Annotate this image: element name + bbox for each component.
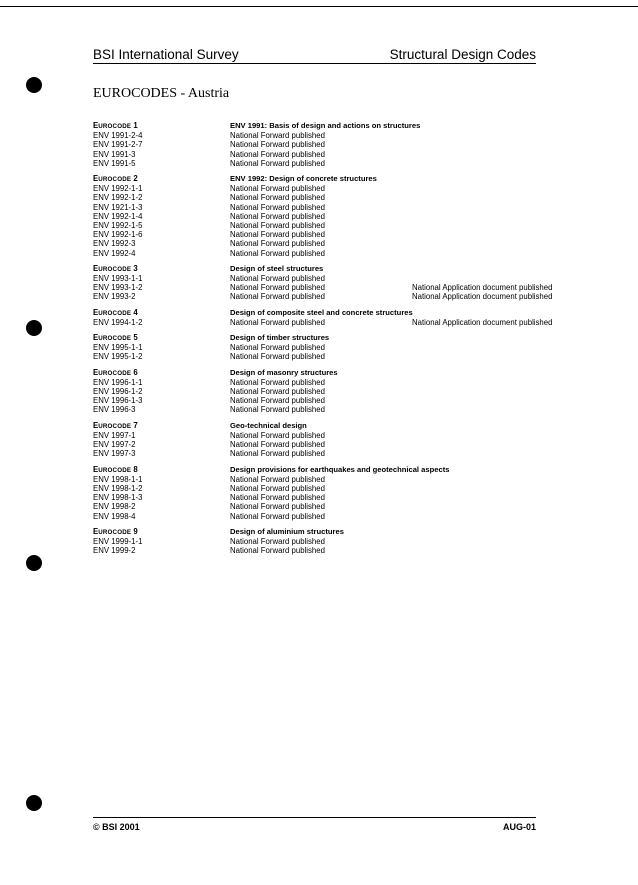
- standard-code: ENV 1998-1-1: [93, 474, 143, 484]
- standard-status: National Forward published: [230, 396, 325, 406]
- group-title-row: [93, 421, 573, 431]
- eurocode-group: [93, 174, 573, 258]
- standard-row: [93, 239, 573, 248]
- standard-row: [93, 184, 573, 193]
- eurocode-label: EUROCODE 5: [93, 333, 138, 343]
- standard-status: National Forward published: [230, 430, 325, 440]
- group-title-row: [93, 368, 573, 378]
- eurocode-label: EUROCODE 4: [93, 307, 138, 317]
- standard-status: National Forward published: [230, 493, 325, 503]
- standard-row: [93, 440, 573, 449]
- standard-status: National Forward published: [230, 193, 325, 203]
- eurocode-list: [93, 121, 573, 561]
- standard-row: [93, 449, 573, 458]
- standard-code: ENV 1921-1-3: [93, 202, 143, 212]
- eurocode-group: [93, 333, 573, 362]
- punch-hole-icon: [26, 77, 42, 93]
- standard-row: [93, 274, 573, 283]
- footer-date: AUG-01: [502, 822, 536, 832]
- page-footer: [93, 817, 536, 832]
- group-title-row: [93, 174, 573, 184]
- standard-code: ENV 1996-3: [93, 405, 136, 415]
- standard-code: ENV 1992-1-1: [93, 184, 143, 194]
- page-title: EUROCODES - Austria: [93, 86, 230, 101]
- standard-status: National Forward published: [230, 405, 325, 415]
- group-title-row: [93, 308, 573, 318]
- standard-row: [93, 378, 573, 387]
- eurocode-title: Geo-technical design: [230, 420, 307, 430]
- standard-row: [93, 546, 573, 555]
- eurocode-title: ENV 1992: Design of concrete structures: [230, 174, 377, 184]
- eurocode-title: Design of masonry structures: [230, 367, 338, 377]
- standard-row: [93, 343, 573, 352]
- standard-status: National Forward published: [230, 449, 325, 459]
- standard-row: [93, 475, 573, 484]
- nad-status: National Application document published: [412, 283, 553, 293]
- standard-status: National Forward published: [230, 343, 325, 353]
- standard-code: ENV 1998-1-2: [93, 483, 143, 493]
- standard-status: National Forward published: [230, 483, 325, 493]
- standard-row: [93, 140, 573, 149]
- standard-code: ENV 1993-1-1: [93, 274, 143, 284]
- standard-code: ENV 1992-4: [93, 248, 136, 258]
- punch-hole-icon: [26, 795, 42, 811]
- group-title-row: [93, 527, 573, 537]
- header-left: BSI International Survey: [93, 47, 239, 62]
- standard-row: [93, 396, 573, 405]
- standard-code: ENV 1998-1-3: [93, 493, 143, 503]
- standard-code: ENV 1996-1-3: [93, 396, 143, 406]
- footer-copyright: © BSI 2001: [93, 822, 140, 832]
- standard-row: [93, 352, 573, 361]
- top-rule: [0, 6, 638, 7]
- eurocode-group: [93, 308, 573, 327]
- standard-code: ENV 1998-2: [93, 502, 136, 512]
- group-title-row: [93, 465, 573, 475]
- standard-status: National Forward published: [230, 377, 325, 387]
- standard-status: National Forward published: [230, 274, 325, 284]
- standard-status: National Forward published: [230, 248, 325, 258]
- nad-status: National Application document published: [412, 317, 553, 327]
- standard-row: [93, 537, 573, 546]
- standard-row: [93, 203, 573, 212]
- standard-code: ENV 1998-4: [93, 511, 136, 521]
- standard-code: ENV 1997-1: [93, 430, 136, 440]
- standard-code: ENV 1999-2: [93, 546, 136, 556]
- eurocode-title: Design of timber structures: [230, 333, 330, 343]
- standard-status: National Forward published: [230, 140, 325, 150]
- eurocode-title: ENV 1991: Basis of design and actions on structures: [230, 121, 421, 130]
- standard-code: ENV 1992-3: [93, 239, 136, 249]
- standard-code: ENV 1992-1-4: [93, 211, 143, 221]
- group-title-row: [93, 121, 573, 131]
- eurocode-label: EUROCODE 2: [93, 174, 138, 184]
- eurocode-label: EUROCODE 6: [93, 367, 138, 377]
- standard-row: [93, 221, 573, 230]
- eurocode-group: [93, 264, 573, 302]
- eurocode-label: EUROCODE 3: [93, 263, 138, 273]
- standard-row: [93, 193, 573, 202]
- standard-code: ENV 1993-1-2: [93, 283, 143, 293]
- standard-code: ENV 1992-1-6: [93, 230, 143, 240]
- standard-row: [93, 318, 573, 327]
- eurocode-title: Design of aluminium structures: [230, 526, 344, 536]
- standard-code: ENV 1991-2-4: [93, 131, 143, 141]
- standard-status: National Forward published: [230, 387, 325, 397]
- nad-status: National Application document published: [412, 292, 553, 302]
- standard-status: National Forward published: [230, 292, 325, 302]
- eurocode-label: EUROCODE 7: [93, 420, 138, 430]
- eurocode-label: EUROCODE 1: [93, 121, 138, 130]
- standard-row: [93, 131, 573, 140]
- standard-status: National Forward published: [230, 546, 325, 556]
- eurocode-label: EUROCODE 9: [93, 526, 138, 536]
- standard-code: ENV 1992-1-5: [93, 221, 143, 231]
- eurocode-group: [93, 121, 573, 168]
- standard-row: [93, 493, 573, 502]
- standard-row: [93, 484, 573, 493]
- standard-status: National Forward published: [230, 211, 325, 221]
- standard-row: [93, 249, 573, 258]
- standard-status: National Forward published: [230, 283, 325, 293]
- eurocode-label: EUROCODE 8: [93, 464, 138, 474]
- standard-code: ENV 1996-1-2: [93, 387, 143, 397]
- standard-row: [93, 283, 573, 292]
- standard-status: National Forward published: [230, 221, 325, 231]
- punch-hole-icon: [26, 320, 42, 336]
- standard-status: National Forward published: [230, 230, 325, 240]
- standard-row: [93, 431, 573, 440]
- standard-status: National Forward published: [230, 440, 325, 450]
- standard-status: National Forward published: [230, 474, 325, 484]
- eurocode-group: [93, 421, 573, 459]
- standard-row: [93, 502, 573, 511]
- group-title-row: [93, 264, 573, 274]
- standard-code: ENV 1995-1-1: [93, 343, 143, 353]
- group-title-row: [93, 333, 573, 343]
- standard-status: National Forward published: [230, 239, 325, 249]
- standard-status: National Forward published: [230, 202, 325, 212]
- page-header: [93, 47, 536, 64]
- standard-status: National Forward published: [230, 352, 325, 362]
- standard-status: National Forward published: [230, 511, 325, 521]
- standard-row: [93, 292, 573, 301]
- standard-status: National Forward published: [230, 131, 325, 141]
- standard-row: [93, 230, 573, 239]
- standard-row: [93, 159, 573, 168]
- standard-status: National Forward published: [230, 149, 325, 159]
- standard-code: ENV 1993-2: [93, 292, 136, 302]
- header-right: Structural Design Codes: [389, 47, 536, 62]
- standard-code: ENV 1995-1-2: [93, 352, 143, 362]
- standard-row: [93, 512, 573, 521]
- eurocode-group: [93, 527, 573, 556]
- standard-status: National Forward published: [230, 536, 325, 546]
- standard-row: [93, 387, 573, 396]
- standard-code: ENV 1996-1-1: [93, 377, 143, 387]
- punch-hole-icon: [26, 555, 42, 571]
- eurocode-title: Design provisions for earthquakes and geotechnical aspects: [230, 464, 450, 474]
- standard-code: ENV 1997-2: [93, 440, 136, 450]
- standard-code: ENV 1999-1-1: [93, 536, 143, 546]
- standard-status: National Forward published: [230, 184, 325, 194]
- standard-code: ENV 1991-5: [93, 158, 136, 168]
- standard-row: [93, 150, 573, 159]
- standard-row: [93, 212, 573, 221]
- standard-code: ENV 1991-2-7: [93, 140, 143, 150]
- standard-code: ENV 1997-3: [93, 449, 136, 459]
- standard-code: ENV 1994-1-2: [93, 317, 143, 327]
- eurocode-group: [93, 368, 573, 415]
- eurocode-title: Design of steel structures: [230, 263, 324, 273]
- standard-code: ENV 1991-3: [93, 149, 136, 159]
- eurocode-group: [93, 465, 573, 521]
- standard-status: National Forward published: [230, 502, 325, 512]
- standard-code: ENV 1992-1-2: [93, 193, 143, 203]
- standard-status: National Forward published: [230, 158, 325, 168]
- standard-status: National Forward published: [230, 317, 325, 327]
- standard-row: [93, 405, 573, 414]
- eurocode-title: Design of composite steel and concrete structures: [230, 307, 413, 317]
